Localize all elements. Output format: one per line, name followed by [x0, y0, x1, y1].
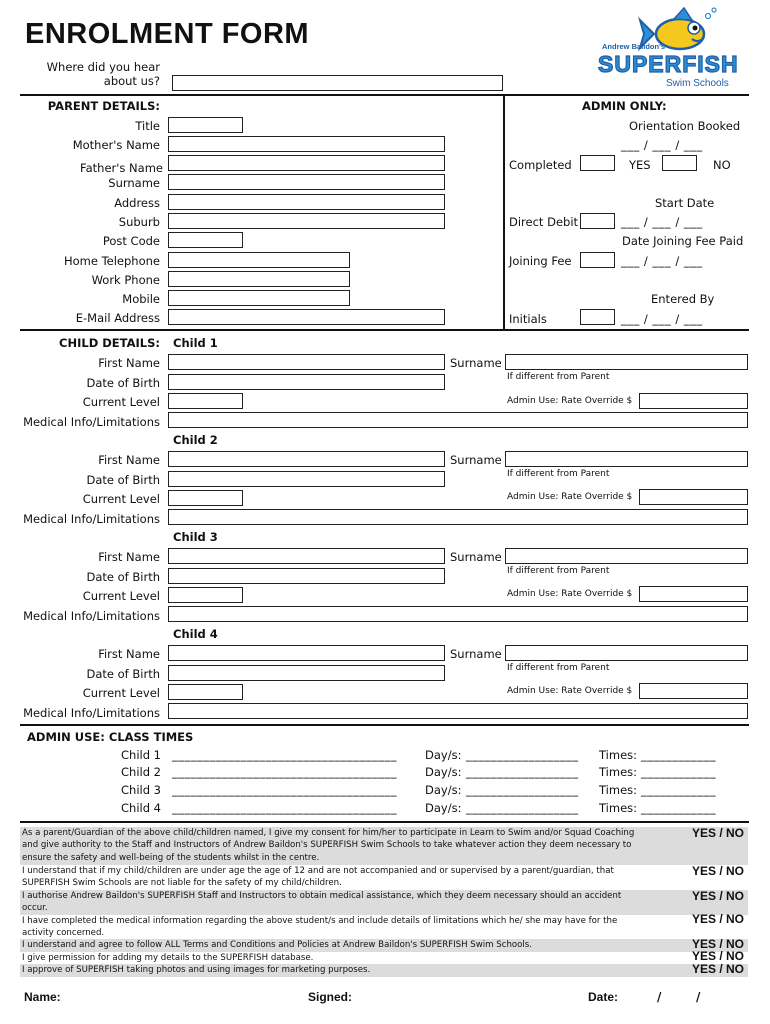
child-4-medical-field[interactable] — [168, 703, 748, 719]
child-1-surname-field[interactable] — [505, 354, 748, 370]
orientation-label: Orientation Booked — [629, 119, 741, 133]
child-4-level-label: Current Level — [82, 686, 160, 700]
divider-top — [20, 94, 749, 96]
hear-about-field[interactable] — [172, 75, 503, 91]
child-4-if-different: If different from Parent — [507, 663, 610, 673]
superfish-logo — [596, 6, 748, 92]
child-1-level-field[interactable] — [168, 393, 243, 409]
child-2-rate-label: Admin Use: Rate Override $ — [507, 492, 633, 502]
start-date-label: Start Date — [655, 196, 715, 210]
footer-date-slash-2: / — [696, 990, 701, 1004]
class-child-4-times-label: Times: — [599, 801, 638, 815]
joining-fee-label: Joining Fee — [509, 254, 572, 268]
child-2-first-name-field[interactable] — [168, 451, 445, 467]
child-1-medical-label: Medical Info/Limitations — [23, 415, 160, 429]
child-4-medical-label: Medical Info/Limitations — [23, 706, 160, 720]
declaration-5-answer[interactable]: YES / NO — [691, 937, 744, 951]
admin-heading: ADMIN ONLY: — [582, 99, 667, 113]
logo-sub-text: Swim Schools — [666, 78, 729, 89]
work-phone-label: Work Phone — [91, 273, 160, 287]
child-3-level-field[interactable] — [168, 587, 243, 603]
child-2-level-field[interactable] — [168, 490, 243, 506]
logo-small-text: Andrew Baildon's — [602, 42, 666, 51]
joining-fee-date: ___ / ___ / ___ — [621, 254, 703, 268]
child-3-medical-field[interactable] — [168, 606, 748, 622]
postcode-label: Post Code — [102, 234, 160, 248]
child-4-rate-label: Admin Use: Rate Override $ — [507, 686, 633, 696]
declaration-6-answer[interactable]: YES / NO — [691, 949, 744, 963]
declaration-1-text: As a parent/Guardian of the above child/children named, I give my consent for him/her to participate in Learn to Swim and/or Squad Coaching and give authority to the Staff and Instructors of Andrew Baildon's SUPERFISH Swim Schools to take whatever action they deem necessary to ensure the safety and well-being of the students whilst in the centre. — [22, 828, 635, 863]
class-child-1-label: Child 1 — [121, 748, 161, 762]
class-child-3-times-label: Times: — [599, 783, 638, 797]
class-child-4-days-label: Day/s: — [425, 801, 462, 815]
class-times-heading: ADMIN USE: CLASS TIMES — [27, 730, 194, 744]
child-4-rate-field[interactable] — [639, 683, 748, 699]
suburb-field[interactable] — [168, 213, 445, 229]
class-child-2-days-label: Day/s: — [425, 765, 462, 779]
child-1-medical-field[interactable] — [168, 412, 748, 428]
parent-title-label: Title — [135, 119, 160, 133]
child-2-surname-field[interactable] — [505, 451, 748, 467]
class-child-4-days-blank[interactable]: __________________ — [466, 801, 579, 815]
postcode-field[interactable] — [168, 232, 243, 248]
joining-fee-field[interactable] — [580, 252, 615, 268]
child-1-first-name-field[interactable] — [168, 354, 445, 370]
entered-by-label: Entered By — [651, 292, 715, 306]
declaration-3 — [20, 890, 748, 915]
child-3-surname-field[interactable] — [505, 548, 748, 564]
class-child-1-times-blank[interactable]: ____________ — [641, 748, 716, 762]
child-details-heading: CHILD DETAILS: — [59, 336, 160, 350]
footer-date-label: Date: — [588, 990, 619, 1004]
entered-by-date: ___ / ___ / ___ — [621, 312, 703, 326]
work-phone-field[interactable] — [168, 271, 350, 287]
child-3-level-label: Current Level — [82, 589, 160, 603]
parent-heading: PARENT DETAILS: — [47, 99, 160, 113]
father-name-label: Father's Name — [80, 161, 163, 175]
child-4-surname-field[interactable] — [505, 645, 748, 661]
child-4-dob-label: Date of Birth — [86, 667, 160, 681]
class-child-4-blank[interactable]: ____________________________________ — [172, 801, 397, 815]
declaration-4-answer[interactable]: YES / NO — [691, 912, 744, 926]
class-child-2-blank[interactable]: ____________________________________ — [172, 765, 397, 779]
class-child-4-times-blank[interactable]: ____________ — [641, 801, 716, 815]
child-4-level-field[interactable] — [168, 684, 243, 700]
child-1-dob-field[interactable] — [168, 374, 445, 390]
child-1-rate-field[interactable] — [639, 393, 748, 409]
suburb-label: Suburb — [118, 215, 160, 229]
child-2-surname-label: Surname — [450, 453, 502, 467]
child-2-rate-field[interactable] — [639, 489, 748, 505]
declaration-6 — [20, 949, 748, 964]
child-2-dob-field[interactable] — [168, 471, 445, 487]
child-1-first-name-label: First Name — [98, 356, 160, 370]
divider-parent-bottom — [20, 329, 749, 331]
address-field[interactable] — [168, 194, 445, 210]
child-3-rate-label: Admin Use: Rate Override $ — [507, 589, 633, 599]
child-3-heading: Child 3 — [173, 530, 218, 544]
footer-name-label: Name: — [24, 990, 61, 1004]
declaration-4-text: I have completed the medical information regarding the above student/s and include details of limitations which he/ she may have for the activity concerned. — [22, 916, 618, 939]
child-4-heading: Child 4 — [173, 627, 218, 641]
mother-name-field[interactable] — [168, 136, 445, 152]
class-child-1-times-label: Times: — [599, 748, 638, 762]
surname-field[interactable] — [168, 174, 445, 190]
child-2-dob-label: Date of Birth — [86, 473, 160, 487]
class-child-1-days-label: Day/s: — [425, 748, 462, 762]
address-label: Address — [114, 196, 160, 210]
child-3-surname-label: Surname — [450, 550, 502, 564]
footer-date-slash-1: / — [657, 990, 662, 1004]
child-1-surname-label: Surname — [450, 356, 502, 370]
child-4-first-name-field[interactable] — [168, 645, 445, 661]
mother-name-label: Mother's Name — [72, 138, 160, 152]
footer-signed-label: Signed: — [308, 990, 352, 1004]
declaration-4 — [20, 912, 748, 939]
direct-debit-field[interactable] — [580, 213, 615, 229]
declaration-3-answer[interactable]: YES / NO — [691, 889, 744, 903]
child-3-rate-field[interactable] — [639, 586, 748, 602]
orientation-date: ___ / ___ / ___ — [621, 138, 703, 152]
yes-no-field[interactable] — [662, 155, 697, 171]
divider-vertical — [503, 94, 505, 330]
declaration-3-text: I authorise Andrew Baildon's SUPERFISH Staff and Instructors to obtain medical assistance, which they deem necessary should an accident occur. — [22, 891, 622, 914]
child-1-rate-label: Admin Use: Rate Override $ — [507, 396, 633, 406]
class-child-2-times-blank[interactable]: ____________ — [641, 765, 716, 779]
initials-label: Initials — [509, 312, 547, 326]
child-3-first-name-label: First Name — [98, 550, 160, 564]
child-1-if-different: If different from Parent — [507, 372, 610, 382]
child-1-heading: Child 1 — [173, 336, 218, 350]
declaration-5 — [20, 939, 748, 952]
class-child-2-days-blank[interactable]: __________________ — [466, 765, 579, 779]
no-label: NO — [713, 158, 731, 172]
joining-fee-paid-label: Date Joining Fee Paid — [622, 234, 744, 248]
declaration-1-answer[interactable]: YES / NO — [691, 826, 744, 840]
class-child-3-blank[interactable]: ____________________________________ — [172, 783, 397, 797]
child-4-surname-label: Surname — [450, 647, 502, 661]
declaration-6-text: I give permission for adding my details to the SUPERFISH database. — [22, 953, 314, 963]
child-1-dob-label: Date of Birth — [86, 376, 160, 390]
child-3-medical-label: Medical Info/Limitations — [23, 609, 160, 623]
mobile-label: Mobile — [122, 292, 160, 306]
child-3-first-name-field[interactable] — [168, 548, 445, 564]
initials-field[interactable] — [580, 309, 615, 325]
completed-label: Completed — [509, 158, 572, 172]
class-child-2-times-label: Times: — [599, 765, 638, 779]
start-date-blank: ___ / ___ / ___ — [621, 215, 703, 229]
child-2-medical-label: Medical Info/Limitations — [23, 512, 160, 526]
logo-brand-text: SUPERFISH — [598, 51, 739, 77]
mobile-field[interactable] — [168, 290, 350, 306]
class-child-3-days-blank[interactable]: __________________ — [466, 783, 579, 797]
father-name-field[interactable] — [168, 155, 445, 171]
class-child-3-label: Child 3 — [121, 783, 161, 797]
hear-about-label: Where did you hear about us? — [46, 60, 160, 88]
home-telephone-label: Home Telephone — [63, 254, 160, 268]
email-field[interactable] — [168, 309, 445, 325]
divider-class-bottom — [20, 821, 749, 823]
child-3-if-different: If different from Parent — [507, 566, 610, 576]
declaration-7 — [20, 964, 748, 977]
direct-debit-label: Direct Debit — [509, 215, 579, 229]
home-telephone-field[interactable] — [168, 252, 350, 268]
form-title: ENROLMENT FORM — [25, 18, 310, 50]
child-4-first-name-label: First Name — [98, 647, 160, 661]
surname-label: Surname — [108, 176, 160, 190]
declaration-2-text: I understand that if my child/children are under age the age of 12 and are not accompanied and or supervised by a parent/guardian, that SUPERFISH Swim Schools are not liable for the safety of my child/children. — [22, 866, 614, 889]
declaration-7-text: I approve of SUPERFISH taking photos and using images for marketing purposes. — [22, 965, 371, 975]
declaration-7-answer[interactable]: YES / NO — [691, 962, 744, 976]
child-2-medical-field[interactable] — [168, 509, 748, 525]
parent-title-field[interactable] — [168, 117, 243, 133]
child-2-if-different: If different from Parent — [507, 469, 610, 479]
class-child-3-times-blank[interactable]: ____________ — [641, 783, 716, 797]
declaration-2 — [20, 865, 748, 890]
child-4-dob-field[interactable] — [168, 665, 445, 681]
class-child-1-days-blank[interactable]: __________________ — [466, 748, 579, 762]
child-2-level-label: Current Level — [82, 492, 160, 506]
declaration-5-text: I understand and agree to follow ALL Terms and Conditions and Policies at Andrew Baildon's SUPERFISH Swim Schools. — [22, 940, 533, 950]
class-child-1-blank[interactable]: ____________________________________ — [172, 748, 397, 762]
email-label: E-Mail Address — [75, 311, 160, 325]
declaration-2-answer[interactable]: YES / NO — [691, 864, 744, 878]
declaration-1 — [20, 827, 748, 865]
class-child-3-days-label: Day/s: — [425, 783, 462, 797]
child-3-dob-label: Date of Birth — [86, 570, 160, 584]
class-child-2-label: Child 2 — [121, 765, 161, 779]
completed-field[interactable] — [580, 155, 615, 171]
child-2-heading: Child 2 — [173, 433, 218, 447]
child-1-level-label: Current Level — [82, 395, 160, 409]
yes-label: YES — [629, 158, 651, 172]
child-3-dob-field[interactable] — [168, 568, 445, 584]
divider-children-bottom — [20, 724, 749, 726]
child-2-first-name-label: First Name — [98, 453, 160, 467]
class-child-4-label: Child 4 — [121, 801, 161, 815]
